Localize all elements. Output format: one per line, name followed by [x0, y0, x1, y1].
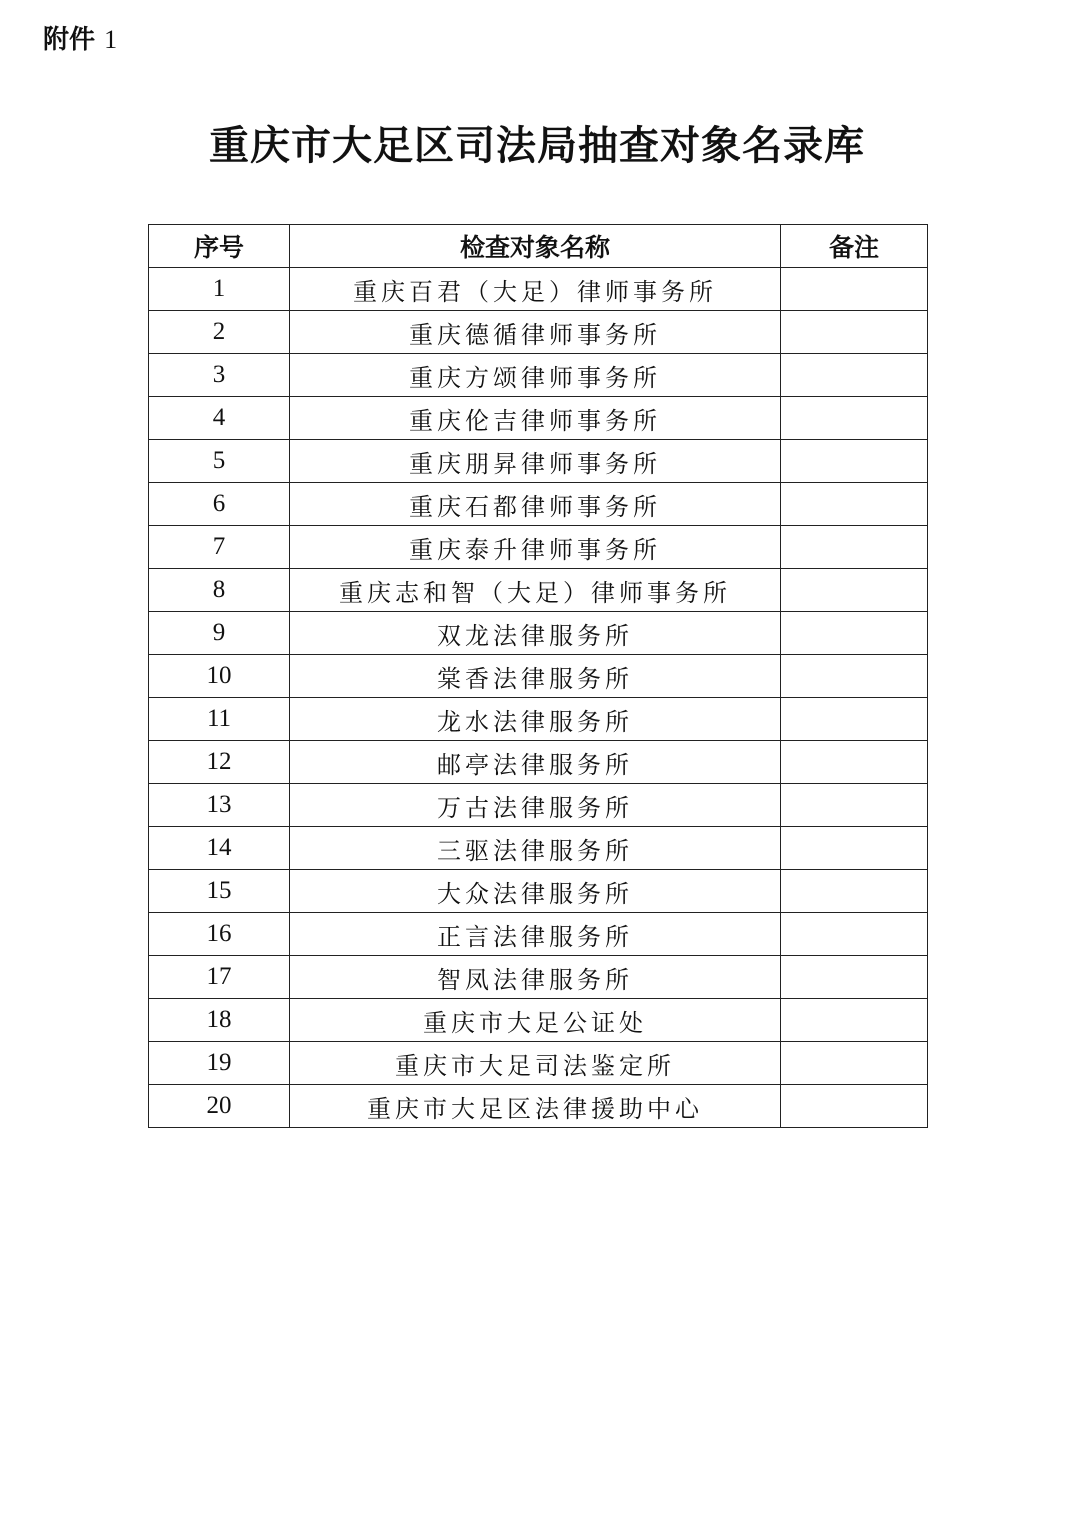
- table-row: [149, 397, 928, 440]
- document-title: 重庆市大足区司法局抽查对象名录库: [209, 122, 865, 169]
- row-target-name: 重庆德循律师事务所: [290, 311, 781, 354]
- row-remarks: [781, 612, 928, 655]
- row-target-name: 重庆石都律师事务所: [290, 483, 781, 526]
- row-target-name: 重庆方颂律师事务所: [290, 354, 781, 397]
- row-remarks: [781, 655, 928, 698]
- table-row: [149, 440, 928, 483]
- table-row: [149, 655, 928, 698]
- attachment-number: 1: [104, 25, 118, 54]
- row-serial-number: 3: [149, 354, 290, 397]
- row-remarks: [781, 1085, 928, 1128]
- row-target-name: 正言法律服务所: [290, 913, 781, 956]
- row-serial-number: 9: [149, 612, 290, 655]
- table-body: [149, 268, 928, 1128]
- row-serial-number: 16: [149, 913, 290, 956]
- row-serial-number: 10: [149, 655, 290, 698]
- row-serial-number: 12: [149, 741, 290, 784]
- row-serial-number: 5: [149, 440, 290, 483]
- row-target-name: 重庆市大足公证处: [290, 999, 781, 1042]
- table-row: [149, 612, 928, 655]
- table-row: [149, 268, 928, 311]
- row-target-name: 邮亭法律服务所: [290, 741, 781, 784]
- row-serial-number: 15: [149, 870, 290, 913]
- row-serial-number: 8: [149, 569, 290, 612]
- row-target-name: 重庆市大足区法律援助中心: [290, 1085, 781, 1128]
- row-target-name: 大众法律服务所: [290, 870, 781, 913]
- row-remarks: [781, 268, 928, 311]
- row-serial-number: 1: [149, 268, 290, 311]
- row-target-name: 重庆志和智（大足）律师事务所: [290, 569, 781, 612]
- row-remarks: [781, 397, 928, 440]
- row-serial-number: 4: [149, 397, 290, 440]
- row-remarks: [781, 956, 928, 999]
- row-target-name: 重庆百君（大足）律师事务所: [290, 268, 781, 311]
- row-serial-number: 20: [149, 1085, 290, 1128]
- header-serial-number: 序号: [149, 225, 290, 268]
- table-row: [149, 1085, 928, 1128]
- row-remarks: [781, 311, 928, 354]
- table-row: [149, 526, 928, 569]
- row-remarks: [781, 440, 928, 483]
- row-target-name: 龙水法律服务所: [290, 698, 781, 741]
- table-row: [149, 741, 928, 784]
- table-row: [149, 870, 928, 913]
- header-remarks: 备注: [781, 225, 928, 268]
- row-serial-number: 6: [149, 483, 290, 526]
- header-target-name: 检查对象名称: [290, 225, 781, 268]
- table-row: [149, 354, 928, 397]
- row-remarks: [781, 870, 928, 913]
- row-target-name: 重庆朋昇律师事务所: [290, 440, 781, 483]
- attachment-label: [43, 24, 117, 56]
- row-serial-number: 19: [149, 1042, 290, 1085]
- row-remarks: [781, 483, 928, 526]
- table-row: [149, 1042, 928, 1085]
- row-remarks: [781, 354, 928, 397]
- table-row: [149, 483, 928, 526]
- row-remarks: [781, 999, 928, 1042]
- row-remarks: [781, 569, 928, 612]
- row-serial-number: 18: [149, 999, 290, 1042]
- row-serial-number: 11: [149, 698, 290, 741]
- table-row: [149, 784, 928, 827]
- row-serial-number: 13: [149, 784, 290, 827]
- table-row: [149, 999, 928, 1042]
- attachment-text: 附件: [43, 25, 96, 55]
- row-target-name: 智凤法律服务所: [290, 956, 781, 999]
- table-row: [149, 311, 928, 354]
- row-target-name: 重庆伦吉律师事务所: [290, 397, 781, 440]
- row-serial-number: 7: [149, 526, 290, 569]
- table-row: [149, 913, 928, 956]
- row-remarks: [781, 1042, 928, 1085]
- table-row: [149, 827, 928, 870]
- row-serial-number: 14: [149, 827, 290, 870]
- row-serial-number: 17: [149, 956, 290, 999]
- table-row: [149, 956, 928, 999]
- inspection-target-table: [148, 224, 928, 1128]
- row-target-name: 万古法律服务所: [290, 784, 781, 827]
- row-target-name: 三驱法律服务所: [290, 827, 781, 870]
- row-remarks: [781, 913, 928, 956]
- row-target-name: 重庆泰升律师事务所: [290, 526, 781, 569]
- table-header-row: [149, 225, 928, 268]
- row-remarks: [781, 526, 928, 569]
- row-target-name: 棠香法律服务所: [290, 655, 781, 698]
- row-remarks: [781, 698, 928, 741]
- row-remarks: [781, 784, 928, 827]
- row-target-name: 双龙法律服务所: [290, 612, 781, 655]
- table-row: [149, 698, 928, 741]
- row-target-name: 重庆市大足司法鉴定所: [290, 1042, 781, 1085]
- row-remarks: [781, 827, 928, 870]
- row-remarks: [781, 741, 928, 784]
- row-serial-number: 2: [149, 311, 290, 354]
- table-row: [149, 569, 928, 612]
